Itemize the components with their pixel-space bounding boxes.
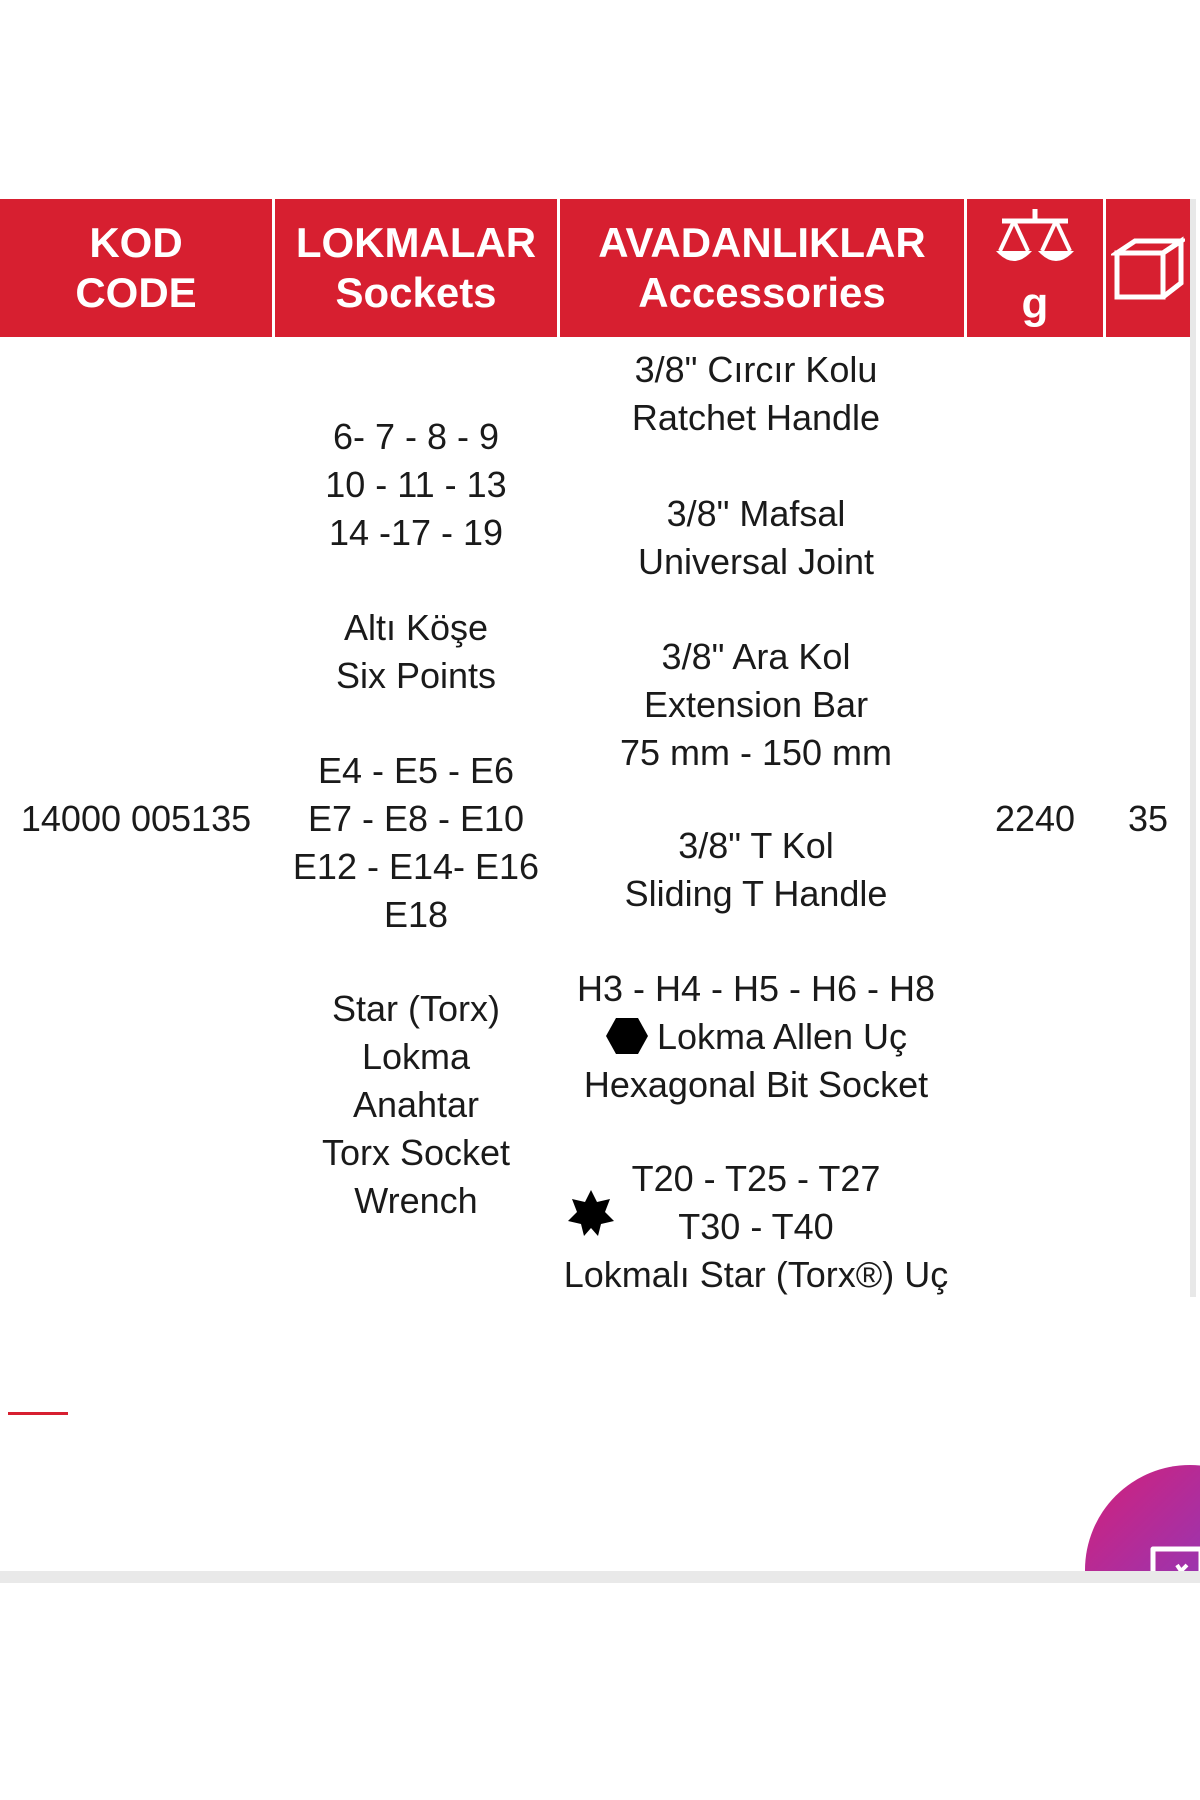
header-quantity: [1106, 199, 1190, 337]
socket-sizes: 6- 7 - 8 - 9 10 - 11 - 13 14 -17 - 19: [325, 416, 507, 553]
header-divider: [1103, 199, 1106, 337]
accessory-torx-bits: T20 - T25 - T27 T30 - T40 Lokmalı Star (Torx®) Uç: [563, 1158, 949, 1295]
hexagon-icon: [605, 1016, 649, 1056]
accessory-t-handle: 3/8" T Kol Sliding T Handle: [624, 825, 888, 914]
header-code: KOD CODE: [75, 219, 197, 316]
bottom-divider: [0, 1571, 1200, 1583]
accessory-ratchet: 3/8" Cırcır Kolu Ratchet Handle: [631, 349, 881, 438]
socket-e-sizes: E4 - E5 - E6 E7 - E8 - E10 E12 - E14- E16 E18: [292, 750, 540, 935]
header-accessories: AVADANLIKLAR Accessories: [598, 219, 926, 316]
table-edge: [1190, 199, 1196, 1297]
socket-type: Altı Köşe Six Points: [335, 607, 497, 696]
torx-socket-wrench: Star (Torx) Lokma Anahtar Torx Socket Wrench: [321, 988, 511, 1221]
product-code: 14000 005135: [20, 798, 252, 839]
accessory-hex-bits: H3 - H4 - H5 - H6 - H8 Lokma Allen Uç Hexagonal Bit Socket: [576, 968, 936, 1105]
accessory-universal-joint: 3/8" Mafsal Universal Joint: [637, 493, 875, 582]
sockets-column: [275, 0, 557, 1300]
product-weight: 2240: [994, 798, 1076, 839]
product-quantity: 35: [1127, 798, 1169, 839]
header-weight: g: [967, 199, 1103, 337]
indicator-dash: [8, 1412, 68, 1415]
scale-icon: [994, 207, 1076, 273]
box-icon: [1111, 233, 1185, 303]
header-sockets: LOKMALAR Sockets: [295, 219, 537, 316]
torx-star-icon: [566, 1188, 616, 1238]
accessories-column: [540, 0, 972, 1300]
accessory-extension-bar: 3/8" Ara Kol Extension Bar 75 mm - 150 mm: [619, 636, 893, 773]
page-footer-space: [0, 1583, 1200, 1800]
